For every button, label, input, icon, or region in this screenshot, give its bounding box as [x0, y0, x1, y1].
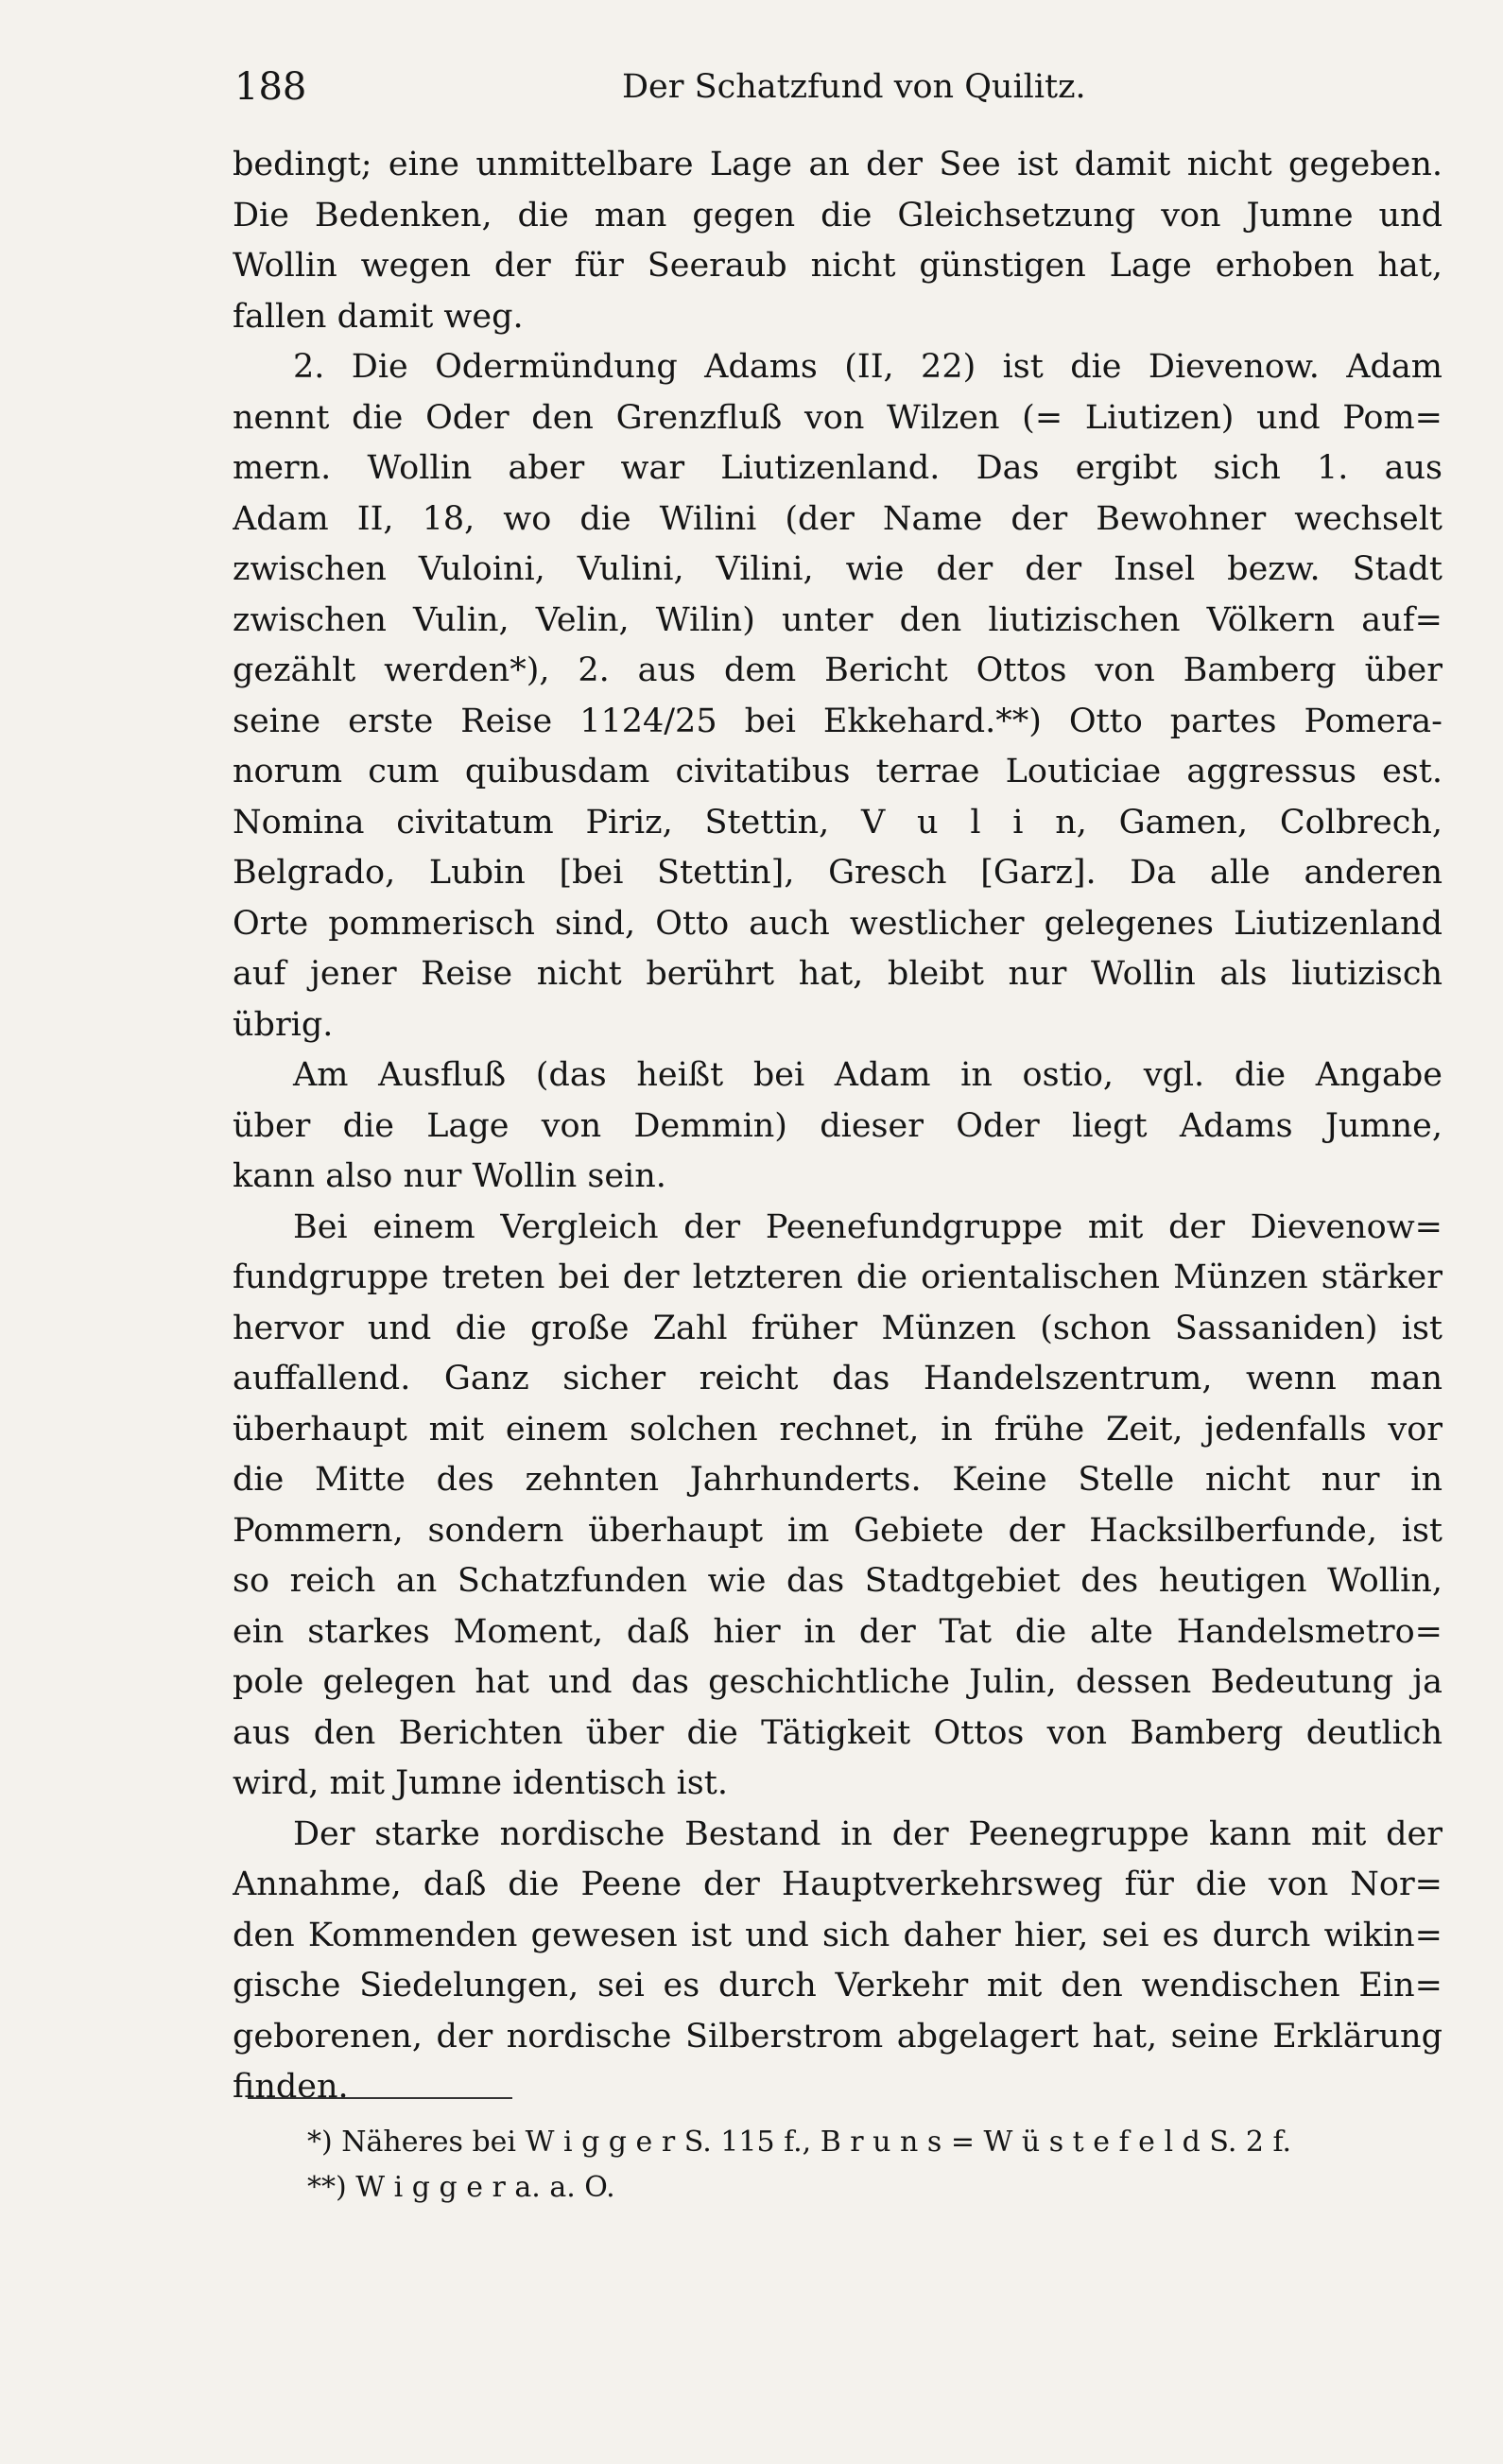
text-line: gezählt werden*), 2. aus dem Bericht Ottos von Bamberg über — [233, 651, 1443, 689]
text-line: ein starkes Moment, daß hier in der Tat die alte Handelsmetro= — [233, 1612, 1443, 1651]
footnotes — [307, 2120, 1442, 2211]
text-line: nennt die Oder den Grenzfluß von Wilzen (= Liutizen) und Pom= — [233, 398, 1443, 437]
text-line: zwischen Vuloini, Vulini, Vilini, wie der der Insel bezw. Stadt — [233, 550, 1443, 588]
text-line: seine erste Reise 1124/25 bei Ekkehard.**) Otto partes Pomera- — [233, 702, 1443, 740]
text-line: so reich an Schatzfunden wie das Stadtgebiet des heutigen Wollin, — [233, 1562, 1443, 1600]
text-line: finden. — [233, 2068, 349, 2106]
text-line: wird, mit Jumne identisch ist. — [233, 1764, 728, 1802]
text-line: auffallend. Ganz sicher reicht das Handelszentrum, wenn man — [233, 1360, 1443, 1397]
text-line: Orte pommerisch sind, Otto auch westlicher gelegenes Liutizenland — [233, 904, 1443, 943]
text-line: übrig. — [233, 1005, 334, 1044]
text-line: überhaupt mit einem solchen rechnet, in frühe Zeit, jedenfalls vor — [233, 1410, 1443, 1449]
text-line: fundgruppe treten bei der letzteren die orientalischen Münzen stärker — [233, 1258, 1443, 1296]
text-line: geborenen, der nordische Silberstrom abgelagert hat, seine Erklärung — [233, 2017, 1443, 2056]
text-line: mern. Wollin aber war Liutizenland. Das ergibt sich 1. aus — [233, 449, 1443, 487]
text-line: gische Siedelungen, sei es durch Verkehr mit den wendischen Ein= — [233, 1967, 1443, 2004]
footnote: **) W i g g e r a. a. O. — [307, 2171, 615, 2204]
text-line: Belgrado, Lubin [bei Stettin], Gresch [Garz]. Da alle anderen — [233, 854, 1443, 892]
text-line: kann also nur Wollin sein. — [233, 1157, 666, 1195]
text-line: auf jener Reise nicht berührt hat, bleibt nur Wollin als liutizisch — [233, 955, 1443, 993]
text-line: 2. Die Odermündung Adams (II, 22) ist die Dievenow. Adam — [293, 348, 1443, 386]
text-line: Bei einem Vergleich der Peenefundgruppe mit der Dievenow= — [293, 1207, 1443, 1246]
text-line: fallen damit weg. — [233, 297, 524, 336]
text-line: Der starke nordische Bestand in der Peenegruppe kann mit der — [293, 1814, 1443, 1853]
text-line: die Mitte des zehnten Jahrhunderts. Keine Stelle nicht nur in — [233, 1461, 1443, 1499]
running-title: Der Schatzfund von Quilitz. — [622, 68, 1086, 106]
text-line: Die Bedenken, die man gegen die Gleichsetzung von Jumne und — [233, 196, 1443, 234]
text-line: den Kommenden gewesen ist und sich daher hier, sei es durch wikin= — [233, 1916, 1443, 1954]
footnote: *) Näheres bei W i g g e r S. 115 f., B r u n s = W ü s t e f e l d S. 2 f. — [307, 2126, 1292, 2159]
text-line: Pommern, sondern überhaupt im Gebiete der Hacksilberfunde, ist — [233, 1511, 1443, 1550]
footnote-divider — [248, 2097, 512, 2099]
text-line: Nomina civitatum Piriz, Stettin, V u l i n, Gamen, Colbrech, — [233, 803, 1443, 842]
text-line: zwischen Vulin, Velin, Wilin) unter den liutizischen Völkern auf= — [233, 600, 1443, 639]
text-line: bedingt; eine unmittelbare Lage an der See ist damit nicht gegeben. — [233, 146, 1443, 183]
text-line: Annahme, daß die Peene der Hauptverkehrsweg für die von Nor= — [233, 1865, 1443, 1903]
text-line: über die Lage von Demmin) dieser Oder liegt Adams Jumne, — [233, 1106, 1443, 1145]
page-header — [234, 59, 1463, 115]
text-line: aus den Berichten über die Tätigkeit Ottos von Bamberg deutlich — [233, 1713, 1443, 1752]
text-line: Am Ausfluß (das heißt bei Adam in ostio, vgl. die Angabe — [293, 1056, 1443, 1094]
page-number: 188 — [234, 65, 307, 109]
text-line: Wollin wegen der für Seeraub nicht günstigen Lage erhoben hat, — [233, 247, 1443, 285]
text-line: norum cum quibusdam civitatibus terrae Louticiae aggressus est. — [233, 753, 1443, 790]
text-line: Adam II, 18, wo die Wilini (der Name der Bewohner wechselt — [233, 499, 1443, 538]
text-line: pole gelegen hat und das geschichtliche Julin, dessen Bedeutung ja — [233, 1663, 1443, 1701]
body-text — [233, 140, 1443, 2113]
text-line: hervor und die große Zahl früher Münzen (schon Sassaniden) ist — [233, 1309, 1443, 1347]
